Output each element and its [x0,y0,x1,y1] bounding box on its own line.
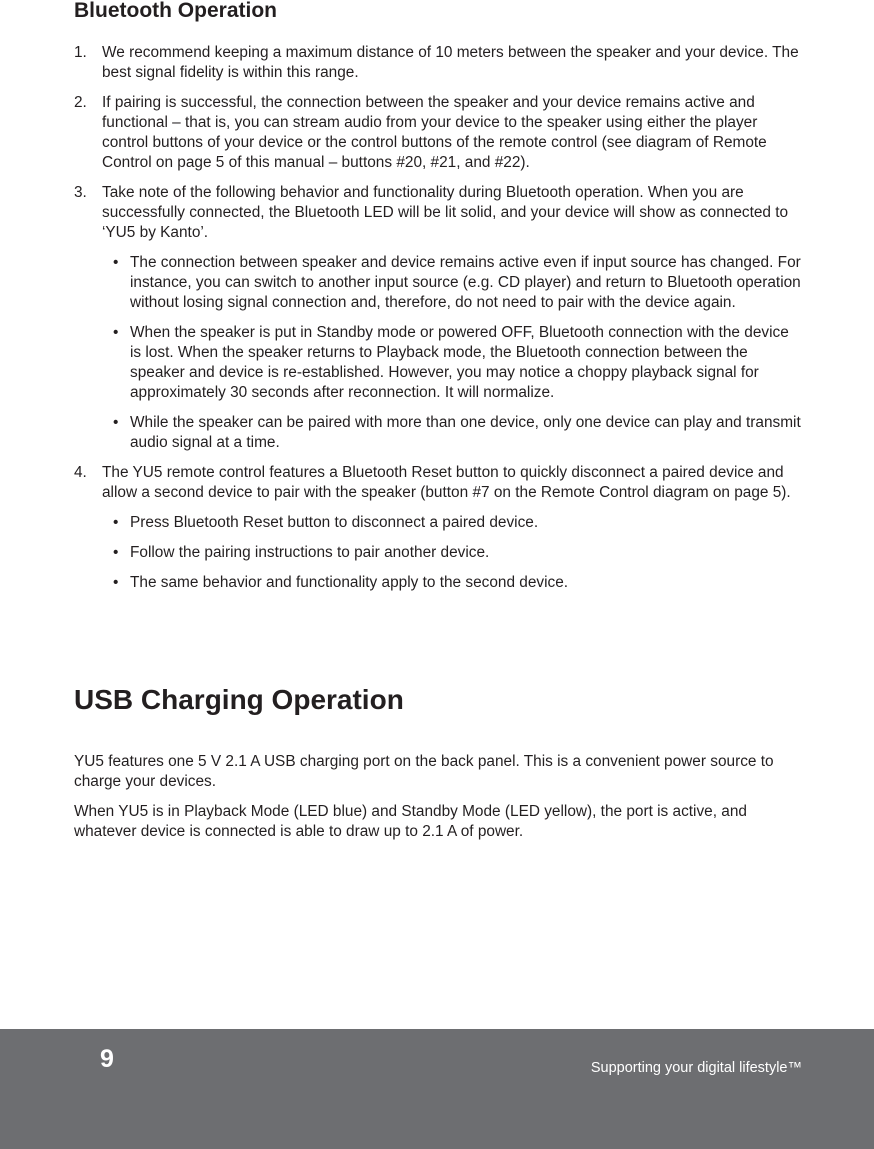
bullet-icon: • [113,514,119,531]
item-number: 3. [74,184,87,201]
bullet-item [102,513,804,533]
item-text: Take note of the following behavior and functionality during Bluetooth operation. When you are successfully connected, the Bluetooth LED will be lit solid, and your device will show as connected to ‘YU5 by Kanto’. [102,184,789,241]
bullet-text: The same behavior and functionality apply to the second device. [130,574,569,591]
bullet-item [102,323,804,403]
footer-tagline: Supporting your digital lifestyle™ [590,1060,802,1076]
bullet-item [102,573,804,593]
bluetooth-steps-list [74,43,804,603]
bullet-text: While the speaker can be paired with more than one device, only one device can play and transmit audio signal at a time. [130,414,801,451]
paragraph: When YU5 is in Playback Mode (LED blue) and Standby Mode (LED yellow), the port is active, and whatever device is connected is able to draw up to 2.1 A of power. [74,803,747,840]
item-number: 1. [74,44,87,61]
section-title-bluetooth: Bluetooth Operation [74,0,277,22]
bullet-item [102,253,804,313]
bullet-icon: • [113,254,119,271]
page-footer [0,1029,874,1149]
bullet-icon: • [113,574,119,591]
item-text: The YU5 remote control features a Bluetooth Reset button to quickly disconnect a paired device and allow a second device to pair with the speaker (button #7 on the Remote Control diagram on page 5). [102,464,791,501]
bullet-text: When the speaker is put in Standby mode or powered OFF, Bluetooth connection with the device is lost. When the speaker returns to Playback mode, the Bluetooth connection between the speaker and device is re-established. However, you may notice a choppy playback signal for approximately 30 seconds after reconnection. It will normalize. [130,324,789,401]
item-text: We recommend keeping a maximum distance of 10 meters between the speaker and your device. The best signal fidelity is within this range. [102,44,799,81]
bullet-item [102,413,804,453]
usb-charging-body [74,752,794,852]
bullet-icon: • [113,324,119,341]
list-item [74,463,804,593]
list-item [74,43,804,83]
paragraph: YU5 features one 5 V 2.1 A USB charging port on the back panel. This is a convenient power source to charge your devices. [74,753,774,790]
bullet-text: Follow the pairing instructions to pair another device. [130,544,490,561]
bullet-list [102,253,804,453]
list-item [74,93,804,173]
page-number: 9 [100,1045,114,1073]
bullet-text: The connection between speaker and device remains active even if input source has changed. For instance, you can switch to another input source (e.g. CD player) and return to Bluetooth operation without losing signal connection and, therefore, do not need to pair with the device again. [130,254,801,311]
bullet-icon: • [113,414,119,431]
bullet-item [102,543,804,563]
item-number: 4. [74,464,87,481]
bullet-text: Press Bluetooth Reset button to disconnect a paired device. [130,514,539,531]
item-text: If pairing is successful, the connection between the speaker and your device remains active and functional – that is, you can stream audio from your device to the speaker using either the player control buttons of your device or the control buttons of the remote control (see diagram of Remote Control on page 5 of this manual – buttons #20, #21, and #22). [102,94,767,171]
item-number: 2. [74,94,87,111]
section-title-usb-charging: USB Charging Operation [74,684,404,715]
bullet-list [102,513,804,593]
list-item [74,183,804,453]
bullet-icon: • [113,544,119,561]
